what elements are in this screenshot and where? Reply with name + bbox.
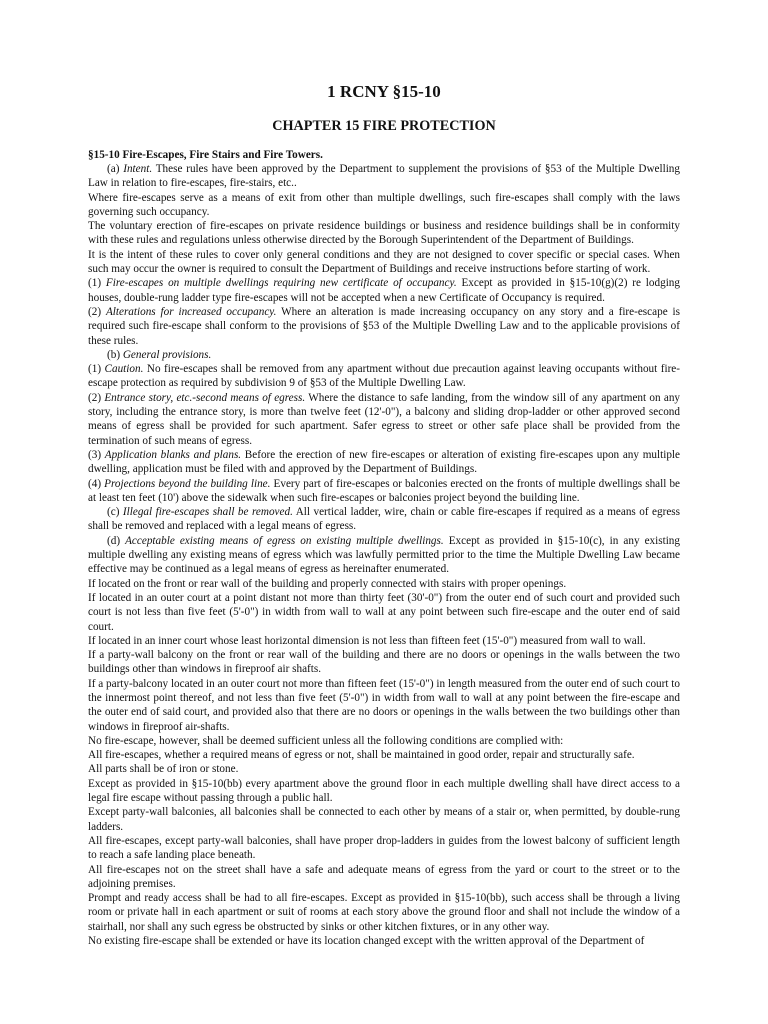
paragraph-text: No fire-escape, however, shall be deemed sufficient unless all the following conditions are complied with: [88, 734, 564, 747]
paragraph [88, 834, 680, 863]
paragraph-text: If a party-balcony located in an outer court not more than fifteen feet (15'-0") in length measured from the outer end of such court to the innermost point thereof, and not less than five feet (5'-0") in width from wall to wall at any point between the fire-escape and the outer end of said court, and provided also that there are no doors or openings in the walls between the two buildings other than windows in fireproof air-shafts. [88, 677, 680, 733]
paragraph [88, 748, 680, 762]
paragraph-text: Where fire-escapes serve as a means of exit from other than multiple dwellings, such fire-escapes shall comply with the laws governing such occupancy. [88, 191, 680, 218]
paragraph-text: These rules have been approved by the Department to supplement the provisions of §53 of the Multiple Dwelling Law in relation to fire-escapes, fire-stairs, etc.. [88, 163, 680, 190]
chapter-title: CHAPTER 15 FIRE PROTECTION [272, 118, 496, 134]
paragraph-text: Except party-wall balconies, all balconies shall be connected to each other by means of a stair or, when permitted, by double-rung ladders. [88, 806, 680, 833]
paragraph [88, 276, 680, 305]
paragraph-text: Prompt and ready access shall be had to all fire-escapes. Except as provided in §15-10(bb), such access shall be through a living room or private hall in each apartment or suit of rooms at each story above the ground floor and shall not include the window of a stairhall, nor shall any such egress be obstructed by sinks or other kitchen fixtures, or in any other way. [88, 892, 680, 933]
paragraph [88, 863, 680, 892]
paragraph-subheading: General provisions. [122, 348, 212, 361]
paragraph [88, 219, 680, 248]
paragraph-prefix: (1) [88, 277, 106, 290]
paragraph-prefix: (c) [107, 506, 123, 519]
paragraph-prefix: (a) [107, 163, 124, 175]
document-title: 1 RCNY §15-10 [327, 82, 441, 101]
paragraph-text: It is the intent of these rules to cover only general conditions and they are not designed to cover specific or special cases. When such may occur the owner is required to consult the Department of Buildings and receive instructions before starting of work. [88, 248, 680, 276]
paragraph [88, 191, 680, 220]
paragraph [88, 891, 680, 934]
paragraph [88, 505, 680, 534]
paragraph-text: All parts shall be of iron or stone. [88, 763, 239, 776]
paragraph-prefix: (2) [88, 305, 106, 318]
paragraph [88, 248, 680, 277]
paragraph-text: If a party-wall balcony on the front or rear wall of the building and there are no doors or openings in the walls between the two buildings other than windows in fireproof air shafts. [88, 649, 680, 676]
paragraph [88, 162, 680, 191]
paragraph [88, 734, 680, 748]
paragraph-text: If located in an outer court at a point distant not more than thirty feet (30'-0") from the outer end of such court and provided such court is not less than five feet (5'-0") in width from wall to wall at any point between such fire-escape and the outer end of said court. [88, 591, 680, 633]
paragraph-subheading: Fire-escapes on multiple dwellings requiring new certificate of occupancy. [105, 277, 457, 290]
paragraph-text: Except as provided in §15-10(bb) every apartment above the ground floor in each multiple dwelling shall have direct access to a legal fire escape without passing through a public hall. [88, 777, 680, 805]
paragraph [88, 648, 680, 677]
document-page [88, 82, 680, 948]
paragraph-subheading: Intent. [123, 163, 153, 175]
paragraph-text: Except as provided in §15-10(g)(2) re lodging houses, double-rung ladder type fire-escapes will not be accepted when a new Certificate of Occupancy is required. [88, 277, 680, 304]
paragraph [88, 805, 680, 834]
paragraph [88, 777, 680, 806]
paragraph [88, 348, 680, 362]
paragraph-prefix: (1) [88, 363, 105, 376]
paragraph-text: Every part of fire-escapes or balconies erected on the fronts of multiple dwellings shall be at least ten feet (10') above the sidewalk when such fire-escapes or balconies project beyond the building line. [88, 477, 681, 504]
paragraph-text: If located in an inner court whose least horizontal dimension is not less than fifteen feet (15'-0") measured from wall to wall. [88, 634, 646, 647]
paragraph-text: No existing fire-escape shall be extended or have its location changed except with the written approval of the Department of [88, 935, 645, 948]
paragraph-subheading: Alterations for increased occupancy. [105, 305, 277, 318]
paragraph-text: No fire-escapes shall be removed from any apartment without due precaution against leaving occupants without fire-escape protection as required by subdivision 9 of §53 of the Multiple Dwelling Law. [88, 363, 680, 390]
paragraph [88, 591, 680, 634]
paragraph [88, 305, 680, 348]
paragraph [88, 934, 680, 948]
paragraph-text: All vertical ladder, wire, chain or cable fire-escapes if required as a means of egress shall be removed and replaced with a legal means of egress. [88, 506, 681, 533]
paragraph-prefix: (d) [107, 534, 126, 547]
paragraph-text: Where an alteration is made increasing occupancy on any story and a fire-escape is required such fire-escape shall conform to the provisions of §53 of the Multiple Dwelling Law and to the applicable provisions of these rules. [88, 305, 680, 347]
paragraph [88, 534, 680, 577]
paragraph-prefix: (2) [88, 391, 105, 404]
paragraph-subheading: Illegal fire-escapes shall be removed. [122, 506, 293, 519]
paragraph-text: Except as provided in §15-10(c), in any existing multiple dwelling any existing means of egress which was lawfully permitted prior to the time the Multiple Dwelling Law became effective may be continued as a legal means of egress as hereinafter enumerated. [88, 534, 680, 576]
paragraph-subheading: Caution. [104, 363, 144, 376]
paragraph-text: The voluntary erection of fire-escapes on private residence buildings or business and residence buildings shall be in conformity with these rules and regulations unless otherwise directed by the Borough Superintendent of the Department of Buildings. [88, 220, 680, 247]
paragraph-prefix: (4) [88, 477, 105, 490]
paragraph-text: All fire-escapes not on the street shall have a safe and adequate means of egress from the yard or court to the street or to the adjoining premises. [88, 863, 680, 890]
paragraph-text: Before the erection of new fire-escapes or alteration of existing fire-escapes upon any multiple dwelling, application must be filed with and approved by the Department of Buildings. [88, 448, 680, 476]
paragraph-text: All fire-escapes, whether a required means of egress or not, shall be maintained in good order, repair and structurally safe. [88, 749, 635, 762]
paragraph [88, 448, 680, 477]
paragraph-subheading: Projections beyond the building line. [104, 477, 271, 490]
paragraph [88, 577, 680, 591]
paragraph-prefix: (b) [107, 348, 123, 361]
paragraph-text: All fire-escapes, except party-wall balconies, shall have proper drop-ladders in guides from the lowest balcony of sufficient length to reach a safe landing place beneath. [88, 834, 680, 862]
section-heading: §15-10 Fire-Escapes, Fire Stairs and Fire Towers. [88, 149, 323, 161]
paragraph [88, 362, 680, 391]
paragraph [88, 391, 680, 448]
paragraph-prefix: (3) [88, 448, 105, 461]
paragraph-subheading: Acceptable existing means of egress on existing multiple dwellings. [125, 534, 444, 547]
paragraph [88, 477, 680, 506]
paragraph-subheading: Entrance story, etc.-second means of egress. [104, 391, 306, 404]
paragraph [88, 634, 680, 648]
paragraph [88, 762, 680, 776]
paragraph-subheading: Application blanks and plans. [104, 448, 242, 461]
paragraph-text: Where the distance to safe landing, from the window sill of any apartment on any story, including the entrance story, is more than twelve feet (12'-0"), a balcony and sliding drop-ladder or other approved second means of egress shall be provided for such apartment. Safer egress to street or other safe place shall be provided from the termination of such means of egress. [88, 391, 681, 447]
paragraph [88, 677, 680, 734]
document-body [88, 162, 680, 948]
paragraph-text: If located on the front or rear wall of the building and properly connected with stairs with proper openings. [88, 577, 567, 590]
